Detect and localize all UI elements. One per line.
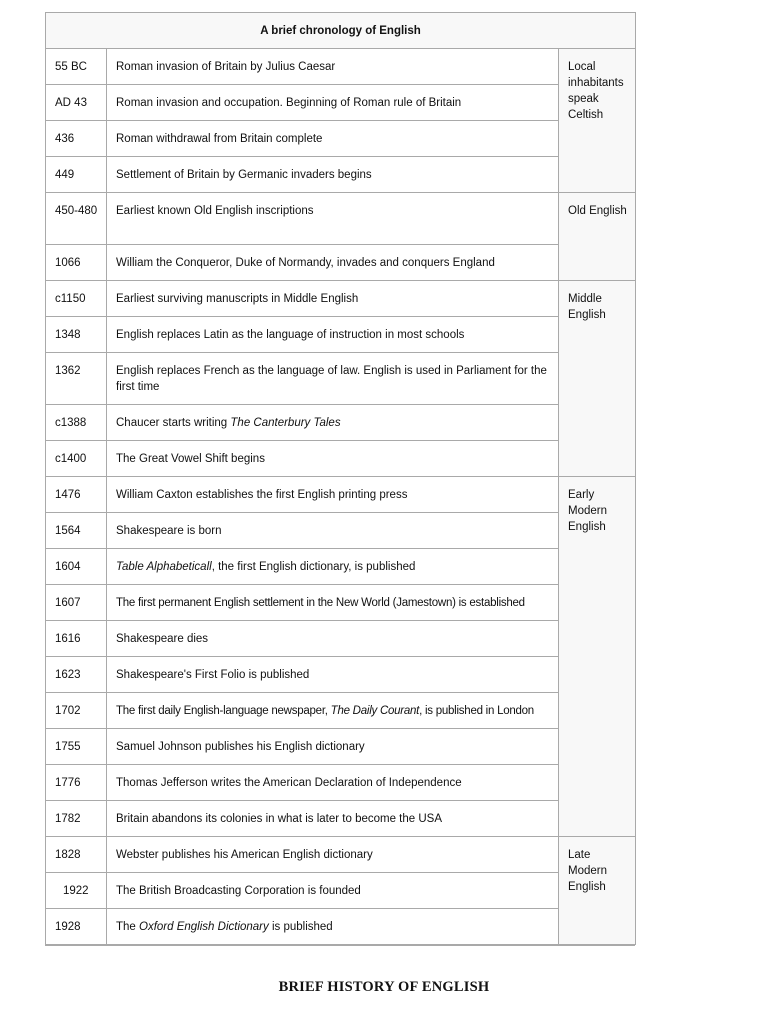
year-cell: 1702 <box>46 693 107 729</box>
table-row <box>46 873 636 909</box>
table-row <box>46 549 636 585</box>
event-text: is published <box>268 921 333 933</box>
table-row <box>46 353 636 405</box>
year-cell: 1066 <box>46 245 107 281</box>
table-row <box>46 281 636 317</box>
table-row <box>46 405 636 441</box>
table-row <box>46 477 636 513</box>
year-cell: 1476 <box>46 477 107 513</box>
table-row <box>46 121 636 157</box>
event-cell <box>107 909 559 945</box>
table-row <box>46 621 636 657</box>
work-title: The Canterbury Tales <box>230 417 341 429</box>
table-row <box>46 441 636 477</box>
work-title: The Daily Courant <box>330 705 420 717</box>
table-row <box>46 85 636 121</box>
table-row <box>46 729 636 765</box>
event-cell: Roman withdrawal from Britain complete <box>107 121 559 157</box>
event-cell: Samuel Johnson publishes his English dictionary <box>107 729 559 765</box>
event-cell: William Caxton establishes the first English printing press <box>107 477 559 513</box>
year-cell: 436 <box>46 121 107 157</box>
year-cell: 1348 <box>46 317 107 353</box>
event-cell: Shakespeare is born <box>107 513 559 549</box>
event-cell: English replaces French as the language of law. English is used in Parliament for the first time <box>107 353 559 405</box>
chronology-table <box>45 12 636 945</box>
period-cell-late-modern-english: Late Modern English <box>559 837 636 945</box>
event-text: , the first English dictionary, is published <box>211 561 416 573</box>
event-text: The first daily English-language newspaper, <box>116 705 331 717</box>
table-row <box>46 909 636 945</box>
year-cell: 1755 <box>46 729 107 765</box>
year-cell: 450-480 <box>46 193 107 245</box>
table-row <box>46 693 636 729</box>
work-title: Oxford English Dictionary <box>139 921 269 933</box>
event-cell: The British Broadcasting Corporation is founded <box>107 873 559 909</box>
event-cell: Roman invasion and occupation. Beginning of Roman rule of Britain <box>107 85 559 121</box>
event-cell: Earliest surviving manuscripts in Middle English <box>107 281 559 317</box>
year-cell: 1362 <box>46 353 107 405</box>
event-cell: Webster publishes his American English dictionary <box>107 837 559 873</box>
table-row <box>46 193 636 245</box>
table-row <box>46 513 636 549</box>
event-text: The <box>116 921 140 933</box>
table-row <box>46 657 636 693</box>
year-cell: 1604 <box>46 549 107 585</box>
year-cell: c1150 <box>46 281 107 317</box>
event-cell <box>107 405 559 441</box>
year-cell: 449 <box>46 157 107 193</box>
year-cell: AD 43 <box>46 85 107 121</box>
event-cell <box>107 549 559 585</box>
event-cell: Shakespeare's First Folio is published <box>107 657 559 693</box>
document-title: BRIEF HISTORY OF ENGLISH <box>278 979 490 995</box>
year-cell: 1782 <box>46 801 107 837</box>
event-cell: Britain abandons its colonies in what is later to become the USA <box>107 801 559 837</box>
period-cell-celtish: Local inhabitants speak Celtish <box>559 49 636 193</box>
event-cell <box>107 693 559 729</box>
table-row <box>46 317 636 353</box>
table-title: A brief chronology of English <box>46 13 636 49</box>
year-cell: 1607 <box>46 585 107 621</box>
table-row <box>46 245 636 281</box>
year-cell: 1828 <box>46 837 107 873</box>
table-row <box>46 157 636 193</box>
year-cell: 1623 <box>46 657 107 693</box>
table-row <box>46 765 636 801</box>
event-text: , is published in London <box>419 705 534 717</box>
table-title-row <box>46 13 636 49</box>
work-title: Table Alphabeticall <box>116 561 212 573</box>
period-cell-old-english: Old English <box>559 193 636 281</box>
year-cell: 1928 <box>46 909 107 945</box>
year-cell: 55 BC <box>46 49 107 85</box>
event-cell: The first permanent English settlement in the New World (Jamestown) is established <box>107 585 559 621</box>
table-row <box>46 801 636 837</box>
event-cell: Shakespeare dies <box>107 621 559 657</box>
year-cell: c1388 <box>46 405 107 441</box>
year-cell: 1776 <box>46 765 107 801</box>
event-text: Chaucer starts writing <box>116 417 231 429</box>
table-row <box>46 585 636 621</box>
year-cell: c1400 <box>46 441 107 477</box>
event-cell: Earliest known Old English inscriptions <box>107 193 559 245</box>
year-cell: 1616 <box>46 621 107 657</box>
event-cell: The Great Vowel Shift begins <box>107 441 559 477</box>
event-cell: William the Conqueror, Duke of Normandy, invades and conquers England <box>107 245 559 281</box>
table-bottom-rule <box>45 945 635 946</box>
event-cell: English replaces Latin as the language of instruction in most schools <box>107 317 559 353</box>
event-cell: Roman invasion of Britain by Julius Caesar <box>107 49 559 85</box>
period-cell-early-modern-english: Early Modern English <box>559 477 636 837</box>
table-row <box>46 49 636 85</box>
event-cell: Settlement of Britain by Germanic invaders begins <box>107 157 559 193</box>
year-cell: 1564 <box>46 513 107 549</box>
year-cell: 1922 <box>46 873 107 909</box>
period-cell-middle-english: Middle English <box>559 281 636 477</box>
table-row <box>46 837 636 873</box>
event-cell: Thomas Jefferson writes the American Declaration of Independence <box>107 765 559 801</box>
